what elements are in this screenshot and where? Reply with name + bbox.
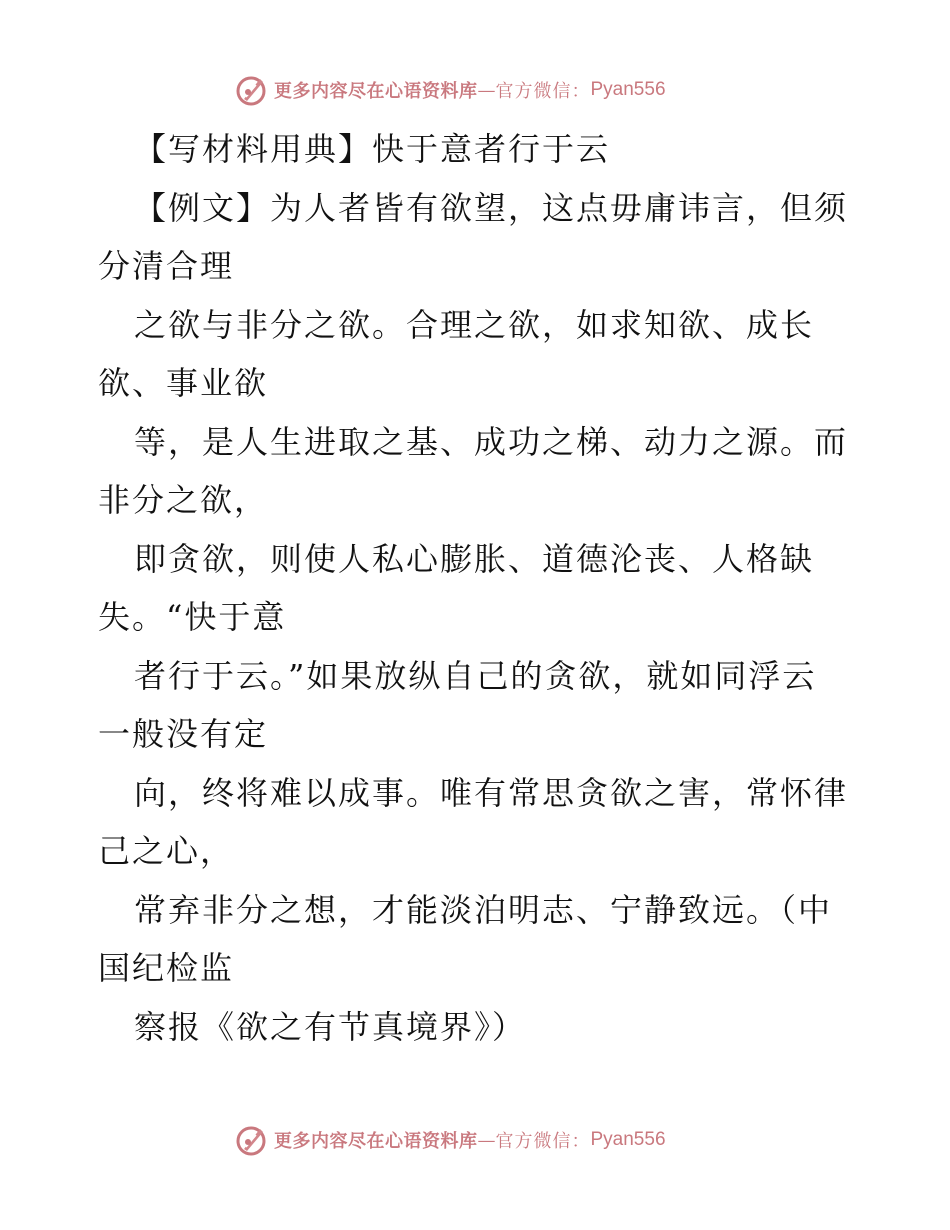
text-line: 失。“快于意 (98, 598, 287, 636)
banner-separator: — (477, 1129, 496, 1151)
banner-wechat-id: Pyan556 (590, 79, 666, 100)
banner-separator: — (477, 79, 496, 101)
banner-wechat-label: 官方微信： (495, 1131, 591, 1152)
quill-pen-logo-icon (234, 1123, 268, 1157)
text-line: 一般没有定 (98, 715, 269, 753)
text-line: 即贪欲，则使人私心膨胀、道德沦丧、人格缺 (134, 539, 815, 578)
banner-title: 更多内容尽在心语资料库 (274, 1131, 478, 1152)
text-line: 【写材料用典】快于意者行于云 (134, 130, 611, 168)
banner-title: 更多内容尽在心语资料库 (274, 81, 478, 102)
text-line: 者行于云。”如果放纵自己的贪欲，就如同浮云 (134, 656, 817, 695)
text-line: 非分之欲， (98, 481, 269, 519)
text-line: 之欲与非分之欲。合理之欲，如求知欲、成长 (134, 305, 815, 344)
banner-wechat-id: Pyan556 (590, 1129, 666, 1150)
text-line: 己之心， (98, 832, 235, 870)
text-line: 常弃非分之想，才能淡泊明志、宁静致远。（中 (134, 890, 833, 929)
text-line: 等，是人生进取之基、成功之梯、动力之源。而 (134, 422, 849, 461)
header-banner (234, 72, 666, 108)
text-line: 分清合理 (98, 247, 235, 285)
text-line: 欲、事业欲 (98, 364, 269, 402)
document-body (98, 120, 858, 1056)
quill-pen-logo-icon (234, 73, 268, 107)
banner-wechat-label: 官方微信： (495, 81, 591, 102)
text-line: 向，终将难以成事。唯有常思贪欲之害，常怀律 (134, 773, 849, 812)
text-line: 【例文】为人者皆有欲望，这点毋庸讳言，但须 (134, 188, 849, 227)
footer-banner (234, 1122, 666, 1158)
text-line: 察报《欲之有节真境界》） (134, 1007, 527, 1046)
text-line: 国纪检监 (98, 949, 235, 987)
